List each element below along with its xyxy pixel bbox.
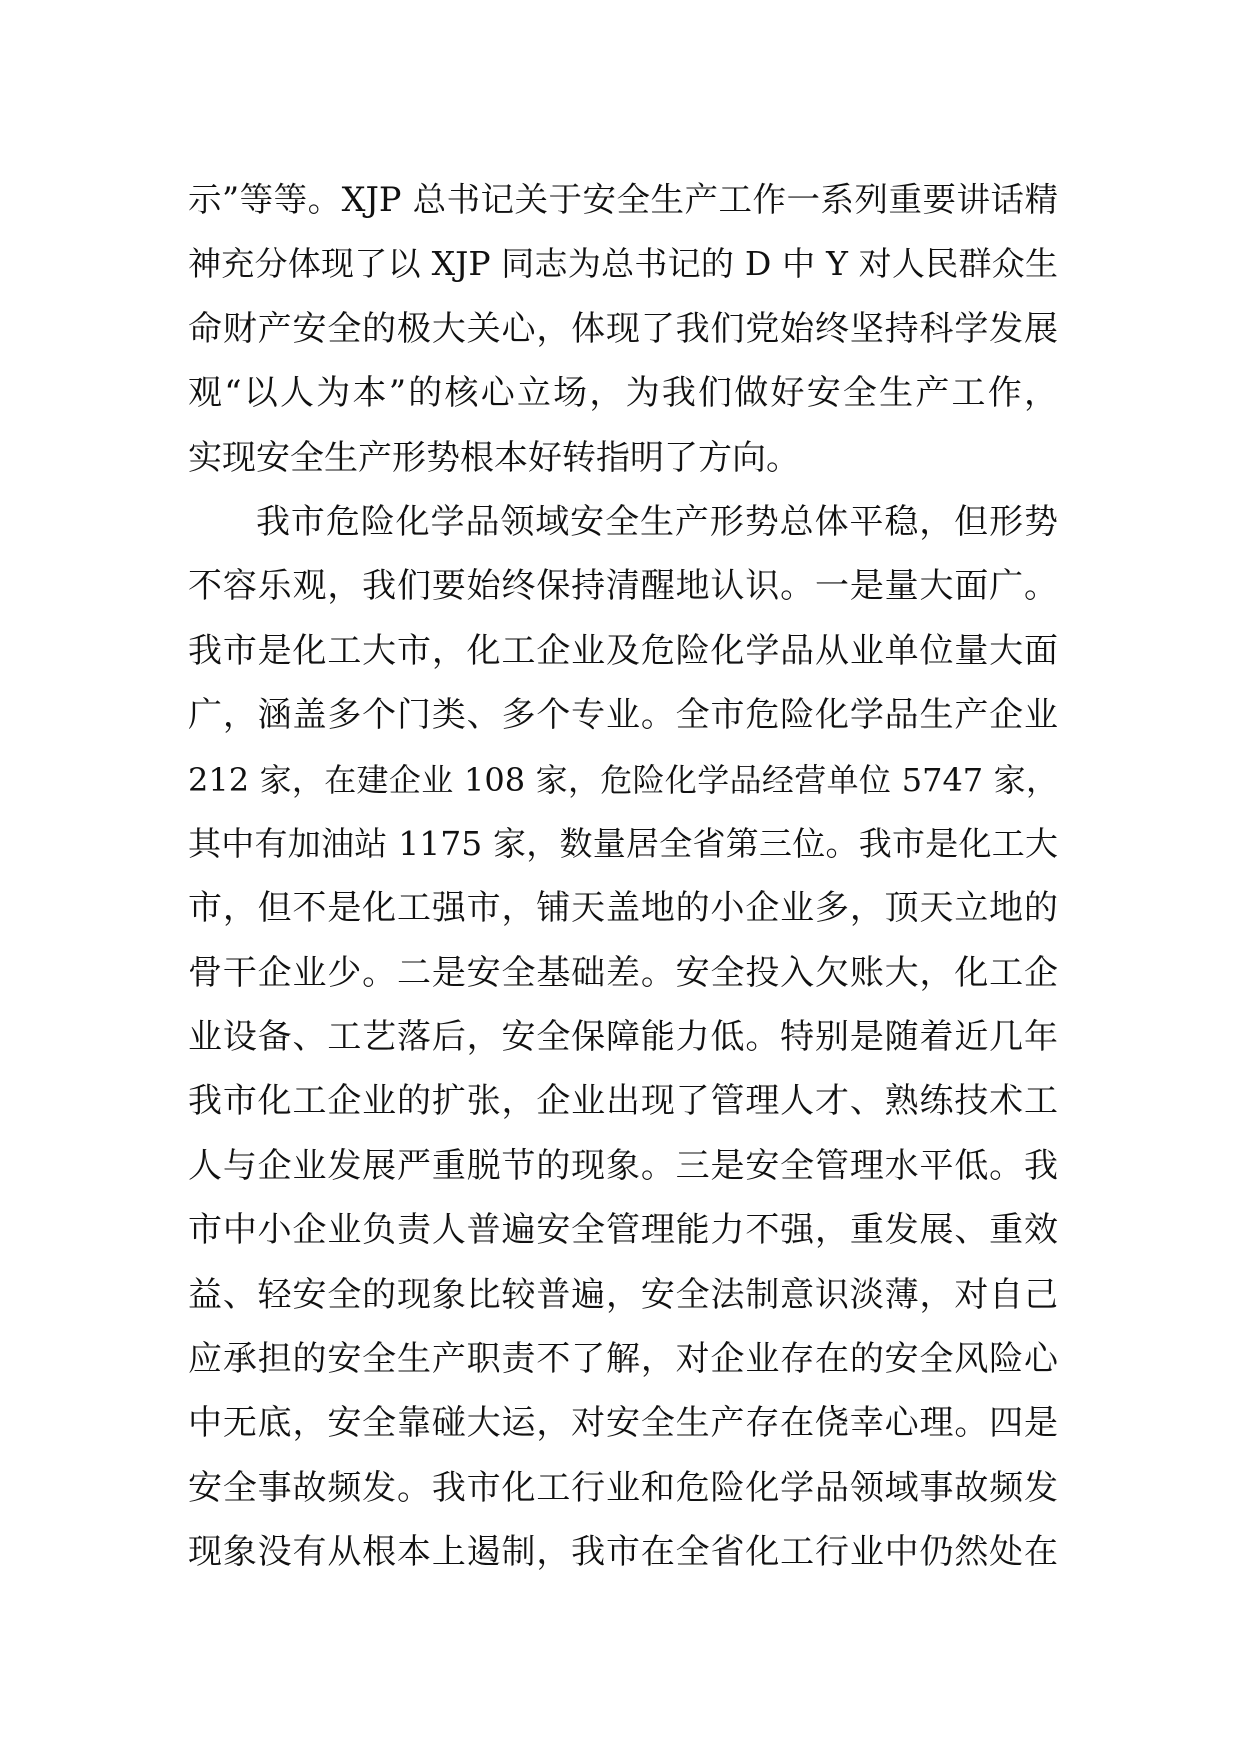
text-line: 现象没有从根本上遏制，我市在全省化工行业中仍然处在 (188, 1532, 1058, 1573)
text-line: 命财产安全的极大关心，体现了我们党始终坚持科学发展 (188, 308, 1058, 349)
text-line: 中无底，安全靠碰大运，对安全生产存在侥幸心理。四是 (188, 1403, 1058, 1444)
text-line: 我市化工企业的扩张，企业出现了管理人才、熟练技术工 (188, 1081, 1058, 1122)
text-line: 市，但不是化工强市，铺天盖地的小企业多，顶天立地的 (188, 888, 1058, 929)
text-line: 市中小企业负责人普遍安全管理能力不强，重发展、重效 (188, 1210, 1058, 1251)
text-line: 观“以人为本”的核心立场，为我们做好安全生产工作， (188, 373, 1058, 414)
body-text (188, 168, 1058, 1585)
text-line: 骨干企业少。二是安全基础差。安全投入欠账大，化工企 (188, 952, 1058, 993)
text-line: 应承担的安全生产职责不了解，对企业存在的安全风险心 (188, 1339, 1058, 1380)
text-line: 我市是化工大市，化工企业及危险化学品从业单位量大面 (188, 630, 1058, 671)
text-line: 其中有加油站 1175 家，数量居全省第三位。我市是化工大 (188, 823, 1058, 863)
text-line: 神充分体现了以 XJP 同志为总书记的 D 中 Y 对人民群众生 (188, 244, 1058, 284)
text-line: 人与企业发展严重脱节的现象。三是安全管理水平低。我 (188, 1145, 1058, 1186)
text-line: 我市危险化学品领域安全生产形势总体平稳，但形势 (256, 501, 1058, 542)
text-line: 示”等等。XJP 总书记关于安全生产工作一系列重要讲话精 (188, 180, 1058, 219)
text-line: 益、轻安全的现象比较普遍，安全法制意识淡薄，对自己 (188, 1274, 1058, 1315)
text-line: 安全事故频发。我市化工行业和危险化学品领域事故频发 (188, 1467, 1058, 1508)
text-line: 广，涵盖多个门类、多个专业。全市危险化学品生产企业 (188, 695, 1058, 736)
text-line: 不容乐观，我们要始终保持清醒地认识。一是量大面广。 (188, 566, 1058, 607)
text-line: 业设备、工艺落后，安全保障能力低。特别是随着近几年 (188, 1017, 1058, 1058)
text-line: 实现安全生产形势根本好转指明了方向。 (188, 437, 800, 478)
text-line: 212 家，在建企业 108 家，危险化学品经营单位 5747 家， (188, 760, 1058, 799)
